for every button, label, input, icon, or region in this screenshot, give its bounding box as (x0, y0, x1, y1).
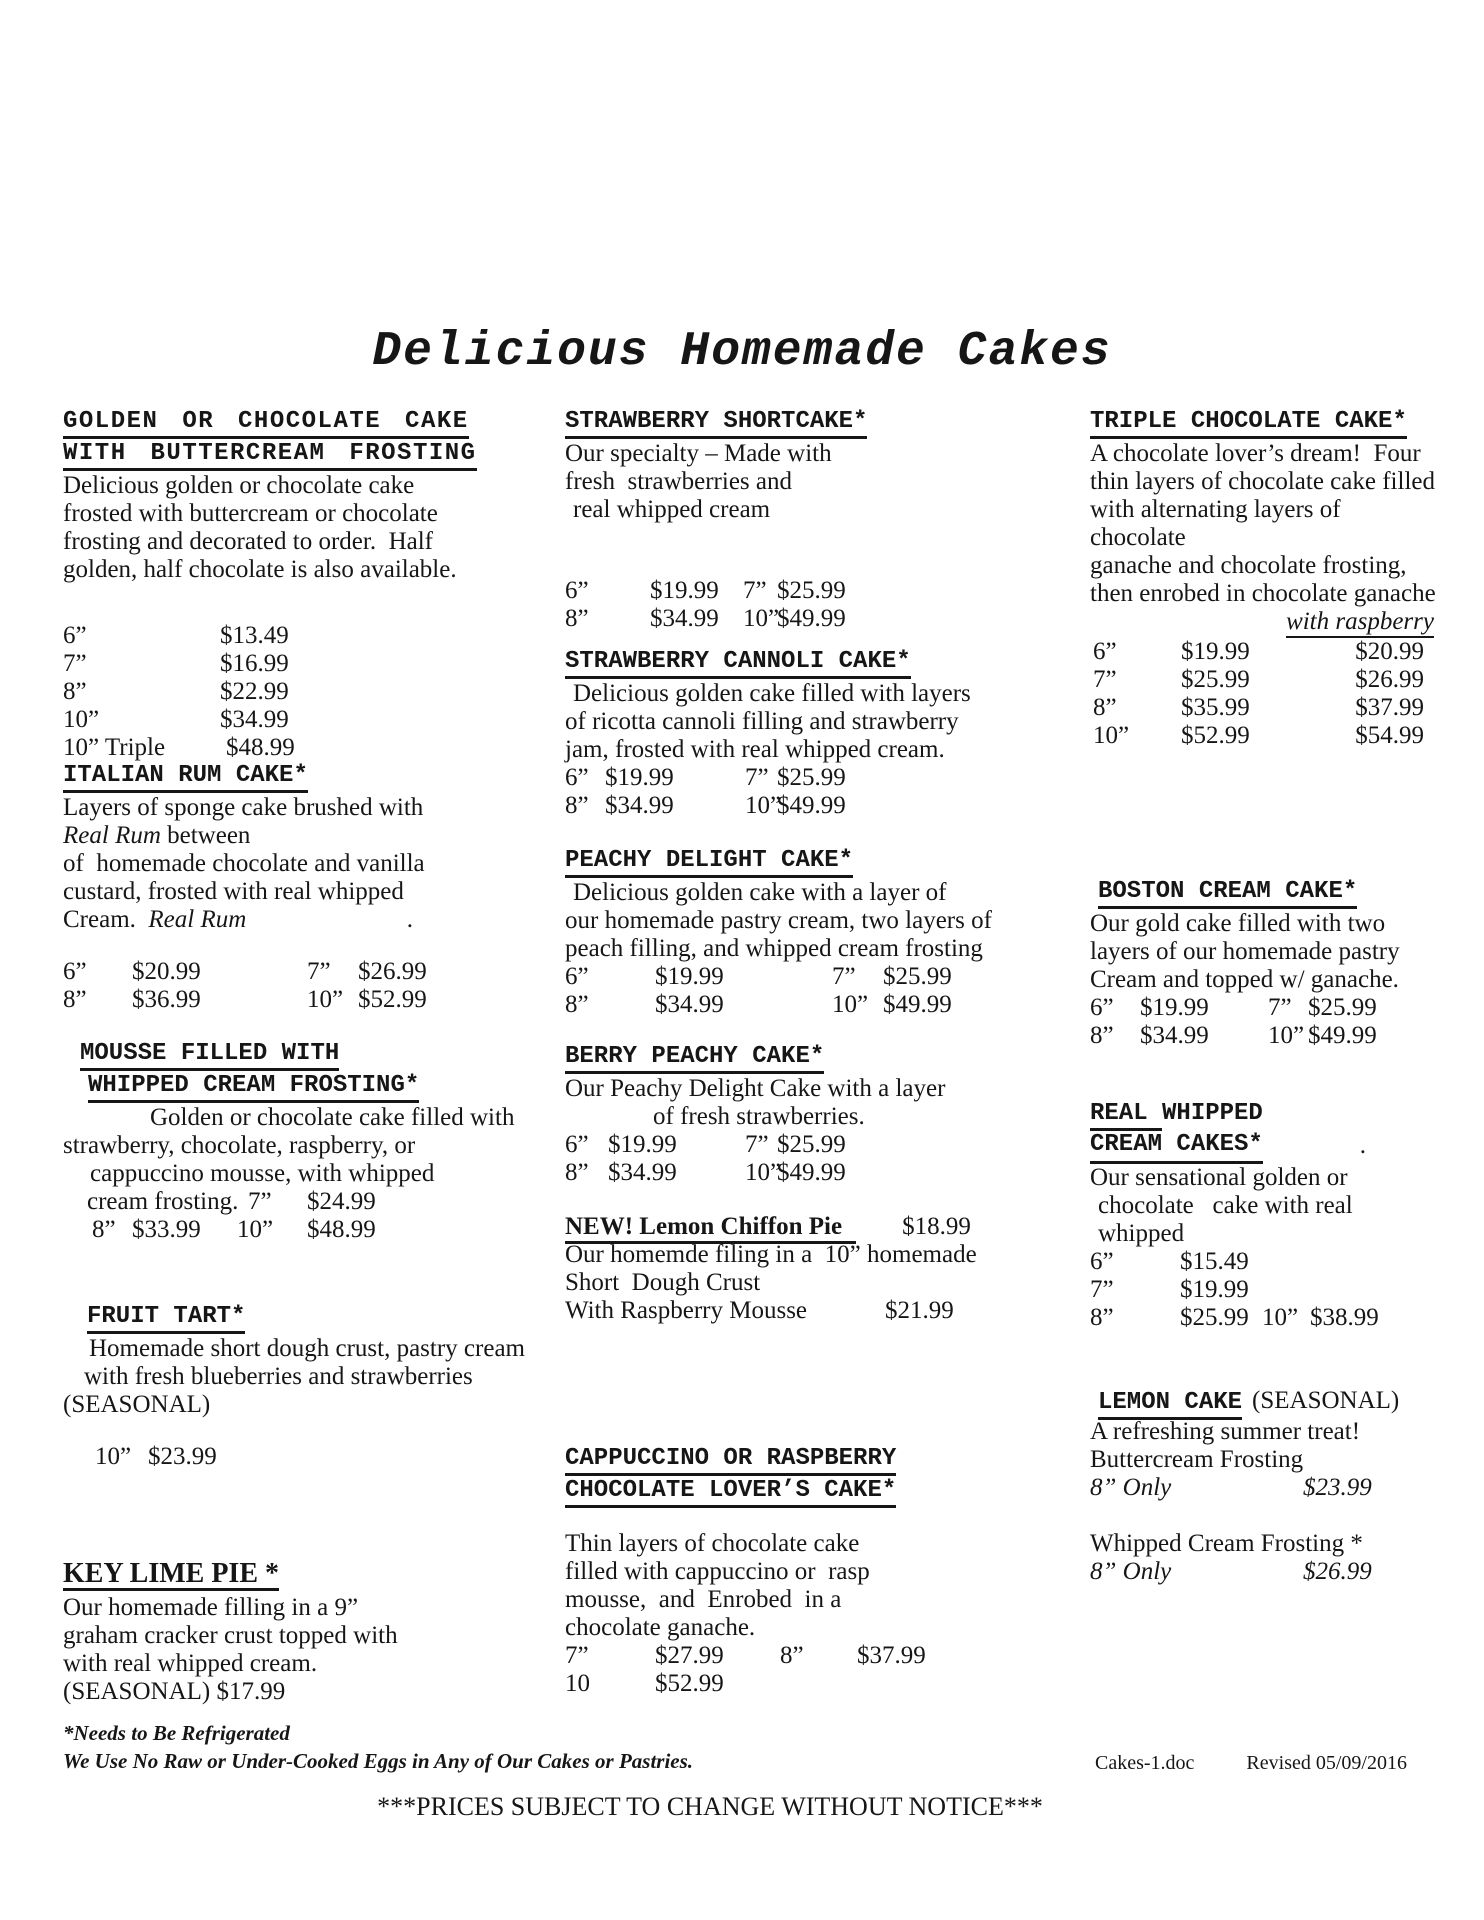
price-size: 6” (63, 622, 87, 649)
description-line: (SEASONAL) (63, 1391, 211, 1418)
description-line: frosted with buttercream or chocolate (63, 500, 438, 527)
section-header (1090, 1100, 1436, 1132)
price-size: 10” (63, 706, 100, 733)
price-row (565, 1642, 1010, 1670)
price-row (63, 650, 545, 678)
section-header-line: LEMON CAKE (1098, 1390, 1242, 1420)
price-size: 8” (1090, 1304, 1114, 1331)
section-header (1090, 1132, 1436, 1164)
section-header-line: TRIPLE CHOCOLATE CAKE* (1090, 409, 1407, 439)
price-size: 6” (565, 577, 589, 604)
price-value: $33.99 (132, 1216, 201, 1243)
price-size: 8” (780, 1642, 804, 1669)
price-size: 6” (565, 764, 589, 791)
description-line: of ricotta cannoli filling and strawberry (565, 708, 959, 735)
price-size: 8” (565, 1159, 589, 1186)
price-value: $22.99 (220, 678, 289, 705)
section-header-line: MOUSSE FILLED WITH (80, 1041, 339, 1071)
price-value: $52.99 (1181, 722, 1250, 749)
price-row (565, 991, 1010, 1019)
section-header-line: WHIPPED (1162, 1100, 1263, 1127)
section-header (63, 1560, 545, 1594)
price-value: $49.99 (777, 1159, 846, 1186)
price-value: $25.99 (777, 764, 846, 791)
section-lemon-chiffon-pie (565, 1213, 1010, 1445)
price-row (1090, 666, 1436, 694)
section-golden-or-chocolate-cake (63, 408, 545, 762)
price-row (565, 577, 1010, 605)
section-header (63, 1072, 545, 1104)
price-size: 8” Only (1090, 1474, 1172, 1501)
price-value: $16.99 (220, 650, 289, 677)
price-size: 7” (565, 1642, 589, 1669)
spacer (565, 524, 1010, 577)
section-header (63, 762, 545, 794)
description-line: mousse, and Enrobed in a (565, 1586, 842, 1613)
price-value: $21.99 (885, 1297, 954, 1324)
spacer (565, 820, 1010, 847)
spacer (63, 1014, 545, 1040)
description-line: (SEASONAL) $17.99 (63, 1678, 286, 1705)
section-header-line: WHIPPED CREAM FROSTING* (88, 1073, 419, 1103)
price-row (63, 1216, 545, 1244)
description-line: with real whipped cream. (63, 1650, 318, 1677)
price-value: $52.99 (358, 986, 427, 1013)
price-value: $34.99 (608, 1159, 677, 1186)
description-line: jam, frosted with real whipped cream. (565, 736, 945, 763)
price-size: 10 (565, 1670, 590, 1697)
description-line: with alternating layers of chocolate (1090, 496, 1347, 551)
footnote-refrigerated: *Needs to Be Refrigerated (63, 1721, 290, 1745)
description-line: Delicious golden or chocolate cake (63, 472, 415, 499)
price-row (63, 678, 545, 706)
price-value: $23.99 (1303, 1474, 1372, 1501)
price-value: $24.99 (307, 1188, 376, 1215)
price-value: $15.49 (1180, 1248, 1249, 1275)
section-header (565, 648, 1010, 680)
section-triple-chocolate-cake (1090, 408, 1436, 878)
description-line: Our specialty – Made with (565, 440, 832, 467)
price-size: 6” (63, 958, 87, 985)
price-size: 10” (1093, 722, 1130, 749)
description-line: graham cracker crust topped with (63, 1622, 398, 1649)
section-header-line: STRAWBERRY SHORTCAKE* (565, 409, 867, 439)
plain-text: . (406, 906, 413, 933)
price-size: 7” (832, 963, 856, 990)
price-value: $37.99 (857, 1642, 926, 1669)
spacer (1090, 1332, 1436, 1386)
price-size: 7” (743, 577, 767, 604)
price-value-raspberry: $20.99 (1355, 638, 1424, 665)
italic-text: with raspberry (1286, 608, 1434, 638)
description-line: Our sensational golden or (1090, 1164, 1348, 1191)
document-filename: Cakes-1.doc (1095, 1752, 1195, 1774)
price-value: $19.99 (1181, 638, 1250, 665)
description-line: of fresh strawberries. (653, 1103, 865, 1130)
section-header-line: REAL (1090, 1101, 1162, 1131)
menu-column-left (63, 408, 545, 1706)
spacer (565, 1325, 1010, 1445)
price-row (565, 963, 1010, 991)
footnote-eggs: We Use No Raw or Under-Cooked Eggs in Any of Our Cakes or Pastries. (63, 1749, 694, 1773)
plain-text: between (160, 822, 251, 849)
description-line: custard, frosted with real whipped (63, 878, 404, 905)
section-header-line: CAPPUCCINO OR RASPBERRY (565, 1446, 896, 1476)
price-size: 8” (92, 1216, 116, 1243)
price-size: 8” Only (1090, 1558, 1172, 1585)
price-value: $52.99 (655, 1670, 724, 1697)
section-header-line: GOLDEN OR CHOCOLATE CAKE (63, 409, 469, 439)
price-size: 8” (1090, 1022, 1114, 1049)
price-value: $25.99 (1181, 666, 1250, 693)
price-value: $26.99 (358, 958, 427, 985)
price-size: 6” (1090, 994, 1114, 1021)
section-key-lime-pie (63, 1560, 545, 1706)
price-value: $19.99 (608, 1131, 677, 1158)
price-size: 10” (743, 605, 780, 632)
price-row (565, 1297, 1010, 1325)
menu-column-right (1090, 408, 1436, 1586)
price-size: 10” (307, 986, 344, 1013)
price-size: 8” (1093, 694, 1117, 721)
price-value: $18.99 (902, 1213, 971, 1240)
spacer (246, 906, 406, 934)
section-lemon-cake (1090, 1386, 1436, 1586)
price-row (1090, 994, 1436, 1022)
price-size: 8” (565, 991, 589, 1018)
section-header (63, 408, 545, 440)
plain-text: . (1359, 1132, 1366, 1159)
description-line: Delicious golden cake filled with layers (573, 680, 971, 707)
section-header (565, 1043, 1010, 1075)
price-value: $19.99 (1180, 1276, 1249, 1303)
description-line: layers of our homemade pastry (1090, 938, 1400, 965)
description-line: peach filling, and whipped cream frosting (565, 935, 983, 962)
price-row (565, 792, 1010, 820)
price-value: $49.99 (1308, 1022, 1377, 1049)
description-line: Homemade short dough crust, pastry cream (89, 1335, 525, 1362)
section-header (565, 847, 1010, 879)
description-line (63, 822, 545, 850)
spacer (1194, 1750, 1246, 1776)
price-row (1090, 722, 1436, 750)
description-line: Our Peachy Delight Cake with a layer (565, 1075, 946, 1102)
description-line: cappuccino mousse, with whipped (90, 1160, 435, 1187)
price-row (1090, 1248, 1436, 1276)
price-size: 10” (832, 991, 869, 1018)
section-italian-rum-cake (63, 762, 545, 1040)
price-value: $13.49 (220, 622, 289, 649)
description-line (63, 906, 413, 934)
price-size: 6” (565, 1131, 589, 1158)
price-value: $25.99 (777, 1131, 846, 1158)
price-row (63, 622, 545, 650)
price-value: $49.99 (777, 792, 846, 819)
price-size: 7” (63, 650, 87, 677)
section-strawberry-cannoli-cake (565, 648, 1010, 847)
price-size: 8” (63, 986, 87, 1013)
description-line: Cream and topped w/ ganache. (1090, 966, 1399, 993)
price-value: $26.99 (1303, 1558, 1372, 1585)
price-row (63, 1188, 545, 1216)
price-value: $20.99 (132, 958, 201, 985)
price-value-raspberry: $37.99 (1355, 694, 1424, 721)
description-line: Thin layers of chocolate cake (565, 1530, 860, 1557)
section-header (565, 1477, 1010, 1509)
price-value: $19.99 (605, 764, 674, 791)
price-value: $49.99 (883, 991, 952, 1018)
price-value: $35.99 (1181, 694, 1250, 721)
price-row (1090, 1276, 1436, 1304)
section-header-line: BOSTON CREAM CAKE* (1098, 879, 1357, 909)
description-line: fresh strawberries and (565, 468, 792, 495)
section-header (565, 1213, 1010, 1241)
price-row (565, 605, 1010, 633)
price-value: $34.99 (1140, 1022, 1209, 1049)
price-row (63, 958, 545, 986)
price-value: $48.99 (307, 1216, 376, 1243)
description-line: Short Dough Crust (565, 1269, 761, 1296)
price-value: $25.99 (1308, 994, 1377, 1021)
plain-text: With Raspberry Mousse (565, 1297, 808, 1324)
price-row (63, 706, 545, 734)
price-row (1090, 1474, 1436, 1502)
description-line: thin layers of chocolate cake filled (1090, 468, 1435, 495)
description-line: Whipped Cream Frosting * (1090, 1530, 1363, 1557)
description-line: Layers of sponge cake brushed with (63, 794, 424, 821)
price-value: $48.99 (226, 734, 295, 761)
description-line: Our homemde filing in a 10” homemade (565, 1241, 977, 1268)
price-value: $27.99 (655, 1642, 724, 1669)
description-line: golden, half chocolate is also available. (63, 556, 457, 583)
spacer (1090, 1050, 1436, 1100)
spacer (63, 1471, 545, 1560)
price-value: $34.99 (605, 792, 674, 819)
spacer (565, 633, 1010, 648)
section-header (565, 1445, 1010, 1477)
description-line: with fresh blueberries and strawberries (84, 1363, 473, 1390)
section-berry-peachy-cake (565, 1043, 1010, 1213)
price-size: 10” (1262, 1304, 1299, 1331)
page-title: Delicious Homemade Cakes (372, 325, 1112, 379)
price-row (565, 1670, 1010, 1698)
price-size: 6” (565, 963, 589, 990)
price-row (63, 986, 545, 1014)
price-size: 10” Triple (63, 734, 166, 761)
description-line: chocolate cake with real whipped (1098, 1192, 1359, 1247)
section-header (1090, 408, 1436, 440)
price-value: $25.99 (777, 577, 846, 604)
section-cappuccino-raspberry-chocolate (565, 1445, 1010, 1698)
plain-text: (SEASONAL) (1252, 1387, 1400, 1414)
price-row (1090, 694, 1436, 722)
section-header-line: BERRY PEACHY CAKE* (565, 1044, 824, 1074)
price-size: 8” (63, 678, 87, 705)
italic-text: Real Rum (148, 906, 247, 933)
price-size: 7” (1093, 666, 1117, 693)
section-header-line: FRUIT TART* (87, 1304, 245, 1334)
description-line: A refreshing summer treat! (1090, 1418, 1361, 1445)
price-row (565, 1131, 1010, 1159)
price-row (63, 734, 545, 762)
document-info (1095, 1750, 1407, 1776)
description-line: of homemade chocolate and vanilla (63, 850, 425, 877)
price-size: 7” (1090, 1276, 1114, 1303)
spacer (565, 1187, 1010, 1213)
price-size: 10” (745, 792, 782, 819)
price-row (1090, 1022, 1436, 1050)
price-value: $38.99 (1310, 1304, 1379, 1331)
menu-column-middle (565, 408, 1010, 1698)
description-line: Golden or chocolate cake filled with (150, 1104, 515, 1131)
price-row (565, 1159, 1010, 1187)
spacer (63, 584, 545, 622)
section-header (63, 440, 545, 472)
price-size: 8” (565, 792, 589, 819)
description-line: strawberry, chocolate, raspberry, or (63, 1132, 416, 1159)
price-value: $19.99 (650, 577, 719, 604)
price-size: 6” (1093, 638, 1117, 665)
price-size: 10” (95, 1443, 132, 1470)
spacer (1090, 1502, 1436, 1530)
description-line: A chocolate lover’s dream! Four (1090, 440, 1421, 467)
description-line: Our gold cake filled with two (1090, 910, 1386, 937)
price-value: $34.99 (650, 605, 719, 632)
description-line: Delicious golden cake with a layer of (573, 879, 947, 906)
price-row (1090, 1304, 1436, 1332)
price-value: $25.99 (883, 963, 952, 990)
section-header (63, 1303, 545, 1335)
plain-text: Cream. (63, 906, 149, 933)
section-header (63, 1040, 545, 1072)
section-mousse-filled (63, 1040, 545, 1303)
description-line: filled with cappuccino or rasp (565, 1558, 870, 1585)
section-header-line: STRAWBERRY CANNOLI CAKE* (565, 649, 911, 679)
spacer (565, 1509, 1010, 1530)
section-fruit-tart (63, 1303, 545, 1560)
price-value-raspberry: $26.99 (1355, 666, 1424, 693)
section-header-line: NEW! Lemon Chiffon Pie (565, 1213, 856, 1244)
section-header-line: ITALIAN RUM CAKE* (63, 763, 308, 793)
spacer (63, 1244, 545, 1303)
price-value: $49.99 (777, 605, 846, 632)
price-row (1090, 638, 1436, 666)
description-line: real whipped cream (573, 496, 771, 523)
plain-text: cream frosting. (87, 1188, 239, 1215)
price-size: 10” (237, 1216, 274, 1243)
price-value-raspberry: $54.99 (1355, 722, 1424, 749)
price-size: 7” (307, 958, 331, 985)
description-line: ganache and chocolate frosting, (1090, 552, 1407, 579)
price-size: 10” (1268, 1022, 1305, 1049)
section-header-line: CREAM CAKES* (1090, 1132, 1263, 1164)
price-value: $19.99 (655, 963, 724, 990)
description-line: then enrobed in chocolate ganache (1090, 580, 1436, 607)
spacer (1090, 750, 1436, 878)
price-size: 7” (1268, 994, 1292, 1021)
price-value: $19.99 (1140, 994, 1209, 1021)
italic-text: Real Rum (63, 822, 161, 849)
price-size: 7” (745, 1131, 769, 1158)
description-line: Buttercream Frosting (1090, 1446, 1304, 1473)
section-header-line: KEY LIME PIE * (63, 1558, 279, 1589)
raspberry-column-header (1090, 608, 1436, 638)
description-line: chocolate ganache. (565, 1614, 756, 1641)
description-line: frosting and decorated to order. Half (63, 528, 434, 555)
price-value: $34.99 (655, 991, 724, 1018)
price-row (63, 1443, 545, 1471)
document-revised-date: Revised 05/09/2016 (1246, 1752, 1407, 1774)
price-value: $36.99 (132, 986, 201, 1013)
section-strawberry-shortcake (565, 408, 1010, 648)
description-line: Our homemade filling in a 9” (63, 1594, 359, 1621)
section-boston-cream-cake (1090, 878, 1436, 1100)
price-value: $25.99 (1180, 1304, 1249, 1331)
section-header-line: CHOCOLATE LOVER’S CAKE* (565, 1478, 896, 1508)
price-row (565, 764, 1010, 792)
spacer (63, 934, 545, 958)
section-header (1090, 878, 1436, 910)
price-value: $34.99 (220, 706, 289, 733)
section-header-line: PEACHY DELIGHT CAKE* (565, 848, 853, 878)
section-peachy-delight-cake (565, 847, 1010, 1043)
price-size: 7” (745, 764, 769, 791)
prices-change-notice: ***PRICES SUBJECT TO CHANGE WITHOUT NOTICE*** (377, 1792, 1043, 1821)
section-real-whipped-cream-cakes (1090, 1100, 1436, 1386)
price-size: 7” (248, 1188, 272, 1215)
description-line: our homemade pastry cream, two layers of (565, 907, 992, 934)
spacer (63, 1419, 545, 1443)
section-header (565, 408, 1010, 440)
price-size: 8” (565, 605, 589, 632)
price-size: 10” (745, 1159, 782, 1186)
price-row (1090, 1558, 1436, 1586)
price-size: 6” (1090, 1248, 1114, 1275)
section-header-line: WITH BUTTERCREAM FROSTING (63, 441, 477, 471)
section-header (1090, 1386, 1436, 1418)
price-value: $23.99 (148, 1443, 217, 1470)
spacer (565, 1019, 1010, 1043)
